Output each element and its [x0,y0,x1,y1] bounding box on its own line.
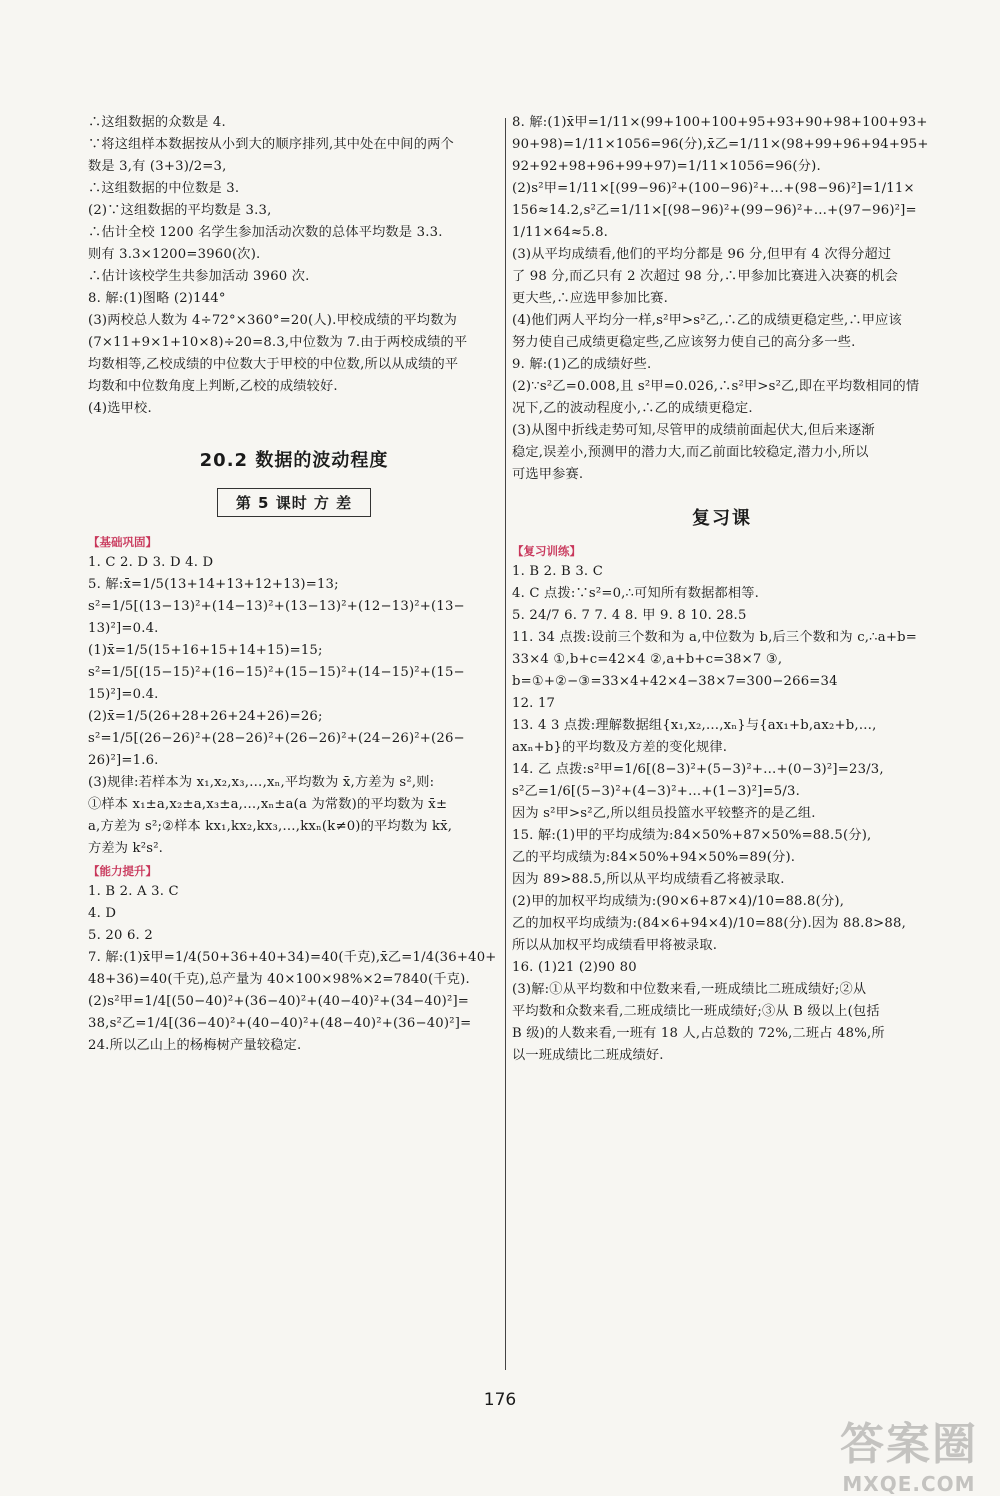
answer-line: 因为 s²甲>s²乙,所以组员投篮水平较整齐的是乙组. [512,806,816,821]
answer-line: 13)²]=0.4. [88,621,159,636]
answer-line: ①样本 x₁±a,x₂±a,x₃±a,…,xₙ±a(a 为常数)的平均数为 x̄± [88,797,448,812]
answer-line: ∴估计该校学生共参加活动 3960 次. [88,269,310,284]
answer-line: s²=1/5[(15−15)²+(16−15)²+(15−15)²+(14−15)²+(15− [88,665,465,680]
answer-line: (2)∵s²乙=0.008,且 s²甲=0.026,∴s²甲>s²乙,即在平均数相同的情 [512,379,920,394]
answer-line: (2)∵这组数据的平均数是 3.3, [88,203,272,218]
section-tag-advanced: 【能力提升】 [88,864,157,878]
answer-line: 33×4 ①,b+c=42×4 ②,a+b+c=38×7 ③, [512,652,783,667]
answer-line: (2)x̄=1/5(26+28+26+24+26)=26; [88,709,323,724]
answer-line: 12. 17 [512,696,556,711]
answer-line: (2)s²甲=1/4[(50−40)²+(36−40)²+(40−40)²+(34−40)²]= [88,994,470,1009]
answer-line: ∴这组数据的众数是 4. [88,115,226,130]
answer-line: b=①+②−③=33×4+42×4−38×7=300−266=34 [512,674,838,689]
section-title: 20.2 数据的波动程度 [199,450,389,471]
section-tag-review: 【复习训练】 [512,544,581,558]
answer-line: 均数和中位数角度上判断,乙校的成绩较好. [88,379,338,394]
answer-line: 乙的平均成绩为:84×50%+94×50%=89(分). [512,850,796,865]
answer-line: 乙的加权平均成绩为:(84×6+94×4)/10=88(分).因为 88.8>88, [512,916,906,931]
answer-line: (4)他们两人平均分一样,s²甲>s²乙,∴乙的成绩更稳定些,∴甲应该 [512,313,902,328]
answer-line: 7. 解:(1)x̄甲=1/4(50+36+40+34)=40(千克),x̄乙=1/4(36+40+ [88,950,497,965]
answer-line: 5. 解:x̄=1/5(13+14+13+12+13)=13; [88,577,339,592]
answer-line: 努力使自己成绩更稳定些,乙应该努力使自己的高分多一些. [512,335,856,350]
answer-line: 5. 20 6. 2 [88,928,153,943]
answer-line: 15)²]=0.4. [88,687,159,702]
answer-line: 8. 解:(1)x̄甲=1/11×(99+100+100+95+93+90+98+100+93+ [512,115,928,130]
answer-line: 均数相等,乙校成绩的中位数大于甲校的中位数,所以从成绩的平 [88,357,459,372]
answer-line: 48+36)=40(千克),总产量为 40×100×98%×2=7840(千克). [88,972,470,987]
answer-line: 1/11×64≈5.8. [512,225,609,240]
answer-line: (3)从图中折线走势可知,尽管甲的成绩前面起伏大,但后来逐渐 [512,423,875,438]
left-answers-block-3 [88,881,500,1057]
answer-line: s²=1/5[(26−26)²+(28−26)²+(26−26)²+(24−26)²+(26− [88,731,465,746]
column-divider [505,118,506,1370]
review-title: 复习课 [692,508,752,529]
right-column [512,112,932,1067]
answer-line: (2)s²甲=1/11×[(99−96)²+(100−96)²+…+(98−96)²]=1/11× [512,181,915,196]
right-answers-block-2 [512,561,932,1067]
answer-line: 况下,乙的波动程度小,∴乙的成绩更稳定. [512,401,753,416]
left-answers-block-1 [88,112,500,420]
answer-line: (1)x̄=1/5(15+16+15+14+15)=15; [88,643,323,658]
answer-line: (4)选甲校. [88,401,152,416]
answer-line: ∴估计全校 1200 名学生参加活动次数的总体平均数是 3.3. [88,225,443,240]
answer-line: 16. (1)21 (2)90 80 [512,960,637,975]
answer-line: 90+98)=1/11×1056=96(分),x̄乙=1/11×(98+99+96+94+95+ [512,137,929,152]
left-answers-block-2 [88,552,500,860]
answer-line: 因为 89>88.5,所以从平均成绩看乙将被录取. [512,872,785,887]
answer-line: 92+92+98+96+99+97)=1/11×1056=96(分). [512,159,821,174]
answer-line: s²乙=1/6[(5−3)²+(4−3)²+…+(1−3)²]=5/3. [512,784,801,799]
answer-line: 则有 3.3×1200=3960(次). [88,247,261,262]
answer-line: axₙ+b}的平均数及方差的变化规律. [512,740,728,755]
answer-line: 14. 乙 点拨:s²甲=1/6[(8−3)²+(5−3)²+…+(0−3)²]=23/3, [512,762,884,777]
answer-line: ∴这组数据的中位数是 3. [88,181,240,196]
answer-line: 5. 24/7 6. 7 7. 4 8. 甲 9. 8 10. 28.5 [512,608,747,623]
answer-line: 38,s²乙=1/4[(36−40)²+(40−40)²+(48−40)²+(36−40)²]= [88,1016,472,1031]
answer-line: 9. 解:(1)乙的成绩好些. [512,357,652,372]
answer-line: (3)规律:若样本为 x₁,x₂,x₃,…,xₙ,平均数为 x̄,方差为 s²,则: [88,775,435,790]
answer-line: 更大些,∴应选甲参加比赛. [512,291,669,306]
lesson-title: 第 5 课时 方 差 [217,488,371,517]
watermark [840,1408,978,1496]
watermark-url: MXQE.COM [842,1472,976,1496]
answer-line: 数是 3,有 (3+3)/2=3, [88,159,227,174]
answer-line: 11. 34 点拨:设前三个数和为 a,中位数为 b,后三个数和为 c,∴a+b= [512,630,917,645]
answer-line: 可选甲参赛. [512,467,584,482]
answer-line: 13. 4 3 点拨:理解数据组{x₁,x₂,…,xₙ}与{ax₁+b,ax₂+b,…, [512,718,877,733]
answer-line: 1. B 2. A 3. C [88,884,179,899]
answer-line: 1. C 2. D 3. D 4. D [88,555,214,570]
answer-line: 平均数和众数来看,二班成绩比一班成绩好;③从 B 级以上(包括 [512,1004,880,1019]
answer-line: 所以从加权平均成绩看甲将被录取. [512,938,718,953]
answer-line: s²=1/5[(13−13)²+(14−13)²+(13−13)²+(12−13)²+(13− [88,599,465,614]
answer-line: 1. B 2. B 3. C [512,564,603,579]
answer-line: 4. D [88,906,117,921]
answer-line: 24.所以乙山上的杨梅树产量较稳定. [88,1038,302,1053]
answer-line: (3)两校总人数为 4÷72°×360°=20(人).甲校成绩的平均数为 [88,313,458,328]
answer-line: 以一班成绩比二班成绩好. [512,1048,664,1063]
answer-line: (3)解:①从平均数和中位数来看,一班成绩比二班成绩好;②从 [512,982,867,997]
answer-line: 26)²]=1.6. [88,753,159,768]
answer-line: 156≈14.2,s²乙=1/11×[(98−96)²+(99−96)²+…+(97−96)²]= [512,203,917,218]
answer-line: 8. 解:(1)图略 (2)144° [88,291,226,306]
answer-line: 了 98 分,而乙只有 2 次超过 98 分,∴甲参加比赛进入决赛的机会 [512,269,898,284]
section-tag-basic: 【基础巩固】 [88,535,157,549]
answer-line: 稳定,误差小,预测甲的潜力大,而乙前面比较稳定,潜力小,所以 [512,445,869,460]
answer-line: (3)从平均成绩看,他们的平均分都是 96 分,但甲有 4 次得分超过 [512,247,892,262]
right-answers-block-1 [512,112,932,486]
answer-line: 15. 解:(1)甲的平均成绩为:84×50%+87×50%=88.5(分), [512,828,872,843]
answer-line: (2)甲的加权平均成绩为:(90×6+87×4)/10=88.8(分), [512,894,845,909]
answer-line: ∵将这组样本数据按从小到大的顺序排列,其中处在中间的两个 [88,137,454,152]
watermark-logo: 答案圈 [840,1419,978,1470]
answer-line: (7×11+9×1+10×8)÷20=8.3,中位数为 7.由于两校成绩的平 [88,335,468,350]
page-number: 176 [483,1390,517,1410]
answer-line: B 级)的人数来看,一班有 18 人,占总数的 72%,二班占 48%,所 [512,1026,885,1041]
answer-line: 方差为 k²s². [88,841,164,856]
left-column [88,112,500,1057]
answer-line: a,方差为 s²;②样本 kx₁,kx₂,kx₃,…,kxₙ(k≠0)的平均数为 kx̄, [88,819,453,834]
answer-line: 4. C 点拨:∵s²=0,∴可知所有数据都相等. [512,586,760,601]
